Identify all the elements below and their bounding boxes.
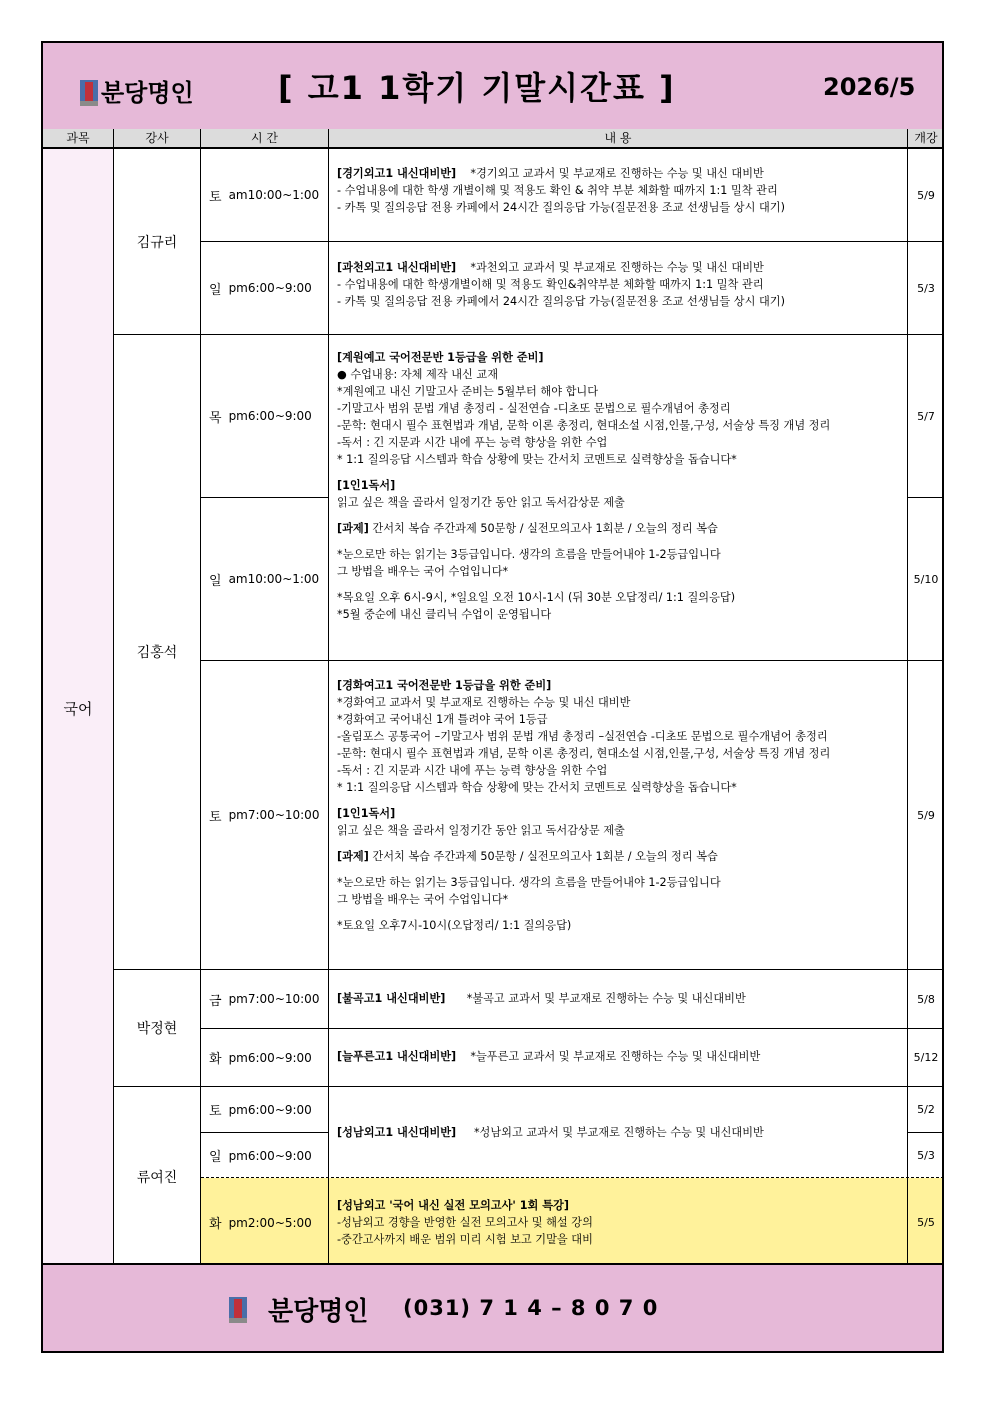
start-date: 5/10 bbox=[913, 572, 939, 586]
time-slot: 일 pm6:00~9:00 bbox=[209, 1148, 312, 1165]
grid-line bbox=[907, 1132, 944, 1133]
page-title: [ 고1 1학기 기말시간표 ] bbox=[278, 69, 676, 107]
grid-line bbox=[114, 969, 944, 970]
grid-line bbox=[114, 1086, 944, 1087]
start-date: 5/2 bbox=[917, 1103, 935, 1116]
footer-brand: 분당명인 bbox=[268, 1297, 369, 1327]
class-description: [성남외고1 내신대비반] *성남외고 교과서 및 부교재로 진행하는 수능 및 내신대비반 bbox=[337, 1126, 764, 1139]
column-header-row bbox=[43, 129, 942, 149]
grid-line-dashed bbox=[201, 1177, 944, 1178]
teacher-kim-gyuri: 김규리 bbox=[136, 234, 178, 251]
date-label: 2026/5 bbox=[823, 73, 916, 101]
grid-line bbox=[201, 660, 944, 661]
time-slot: 금 pm7:00~10:00 bbox=[209, 992, 320, 1009]
subject-cell: 국어 bbox=[43, 149, 113, 1267]
class-description: [과천외고1 내신대비반] *과천외고 교과서 및 부교재로 진행하는 수능 및 내신 대비반 - 수업내용에 대한 학생개별이해 및 적용도 확인&취약부분 체화할 때까지 1:1 밀착 관리 - 카톡 및 질의응답 전용 카페에서 24시간 질의응답 가능(질문전용 조교 선생님들 상시 대기) bbox=[337, 261, 785, 308]
start-date: 5/12 bbox=[913, 1051, 939, 1064]
time-slot: 토 pm6:00~9:00 bbox=[209, 1102, 312, 1119]
grid-line bbox=[113, 129, 114, 1267]
col-subject: 과목 bbox=[66, 131, 90, 145]
grid-line bbox=[907, 497, 944, 498]
start-date: 5/3 bbox=[917, 281, 935, 295]
grid-line bbox=[114, 334, 944, 335]
col-start: 개강 bbox=[914, 131, 938, 145]
col-teacher: 강사 bbox=[145, 131, 169, 145]
teacher-park-junghyun: 박정현 bbox=[136, 1021, 178, 1037]
brand-name: 분당명인 bbox=[101, 79, 194, 107]
grid-line bbox=[328, 129, 329, 1267]
col-time: 시 간 bbox=[251, 131, 278, 145]
time-slot: 일 am10:00~1:00 bbox=[209, 572, 320, 589]
class-description: [불곡고1 내신대비반] *불곡고 교과서 및 부교재로 진행하는 수능 및 내신대비반 bbox=[337, 992, 746, 1005]
time-slot: 화 pm6:00~9:00 bbox=[209, 1050, 312, 1067]
grid-line bbox=[201, 241, 944, 242]
grid-line bbox=[201, 1132, 328, 1133]
class-description: [늘푸른고1 내신대비반] *늘푸른고 교과서 및 부교재로 진행하는 수능 및 내신대비반 bbox=[337, 1050, 761, 1063]
time-slot: 토 am10:00~1:00 bbox=[209, 188, 320, 205]
phone-number: (031) 7 1 4 – 8 0 7 0 bbox=[403, 1296, 659, 1320]
col-content: 내 용 bbox=[604, 131, 632, 145]
grid-line bbox=[907, 129, 908, 1267]
grid-line bbox=[201, 497, 328, 498]
class-description: [성남외고 '국어 내신 실전 모의고사' 1회 특강] -성남외고 경향을 반영한 실전 모의고사 및 해설 강의 -중간고사까지 배운 범위 미리 시험 보고 기말을 대비 bbox=[337, 1199, 593, 1246]
grid-line bbox=[201, 1028, 944, 1029]
teacher-ryu-yeojin: 류여진 bbox=[136, 1170, 178, 1186]
start-date: 5/5 bbox=[917, 1216, 935, 1229]
start-date: 5/9 bbox=[917, 808, 935, 822]
academy-logo-icon bbox=[229, 1297, 247, 1323]
academy-logo-icon bbox=[80, 80, 98, 106]
class-description: [경기외고1 내신대비반] *경기외고 교과서 및 부교재로 진행하는 수능 및 내신 대비반 - 수업내용에 대한 학생 개별이해 및 적용도 확인 & 취약 부분 체화할 때까지 1:1 밀착 관리 - 카톡 및 질의응답 전용 카페에서 24시간 질의응답 가능(질문전용 조교 선생님들 상시 대기) bbox=[337, 167, 785, 214]
grid-line bbox=[200, 129, 201, 1267]
teacher-kim-hongseok: 김홍석 bbox=[136, 645, 178, 661]
footer-banner bbox=[43, 1263, 942, 1351]
class-description: [계원예고 국어전문반 1등급을 위한 준비] ● 수업내용: 자체 제작 내신 교재 *계원예고 내신 기말고사 준비는 5월부터 해야 합니다 -기말고사 범위 문법 개념 총정리 - 실전연습 -디초또 문법으로 필수개념어 총정리 -문학: 현대시 필수 표현법과 개념, 문학 이론 총정리, 현대소설 시점,인물,구성, 서술상 특징 개념 정리 -독서 : 긴 지문과 시간 내에 푸는 능력 향상을 위한 수업 * 1:1 질의응답 시스템과 학습 상황에 맞는 간서치 코멘트로 실력향상을 돕습니다* [1인1독서] 읽고 싶은 책을 골라서 일정기간 동안 읽고 독서감상문 제출 [과제] 간서치 복습 주간과제 50문항 / 실전모의고사 1회분 / 오늘의 정리 복습 *눈으로만 하는 읽기는 3등급입니다. 생각의 흐름을 만들어내야 1-2등급입니다 그 방법을 배우는 국어 수업입니다* *목요일 오후 6시-9시, *일요일 오전 10시-1시 (뒤 30분 오답정리/ 1:1 질의응답) *5월 중순에 내신 클리닉 수업이 운영됩니다 bbox=[337, 351, 831, 621]
timetable-sheet bbox=[41, 41, 944, 1353]
start-date: 5/7 bbox=[917, 409, 935, 423]
time-slot: 일 pm6:00~9:00 bbox=[209, 281, 312, 298]
time-slot: 토 pm7:00~10:00 bbox=[209, 808, 320, 825]
time-slot: 목 pm6:00~9:00 bbox=[209, 409, 312, 426]
start-date: 5/8 bbox=[917, 992, 935, 1006]
start-date: 5/9 bbox=[917, 188, 935, 202]
class-description: [경화여고1 국어전문반 1등급을 위한 준비] *경화여고 교과서 및 부교재로 진행하는 수능 및 내신 대비반 *경화여고 국어내신 1개 틀려야 국어 1등급 -올림포스 공통국어 –기말고사 범위 문법 개념 총정리 –실전연습 -디초또 문법으로 필수개념어 총정리 -문학: 현대시 필수 표현법과 개념, 문학 이론 총정리, 현대소설 시점,인물,구성, 서술상 특징 개념 정리 -독서 : 긴 지문과 시간 내에 푸는 능력 향상을 위한 수업 * 1:1 질의응답 시스템과 학습 상황에 맞는 간서치 코멘트로 실력향상을 돕습니다* [1인1독서] 읽고 싶은 책을 골라서 일정기간 동안 읽고 독서감상문 제출 [과제] 간서치 복습 주간과제 50문항 / 실전모의고사 1회분 / 오늘의 정리 복습 *눈으로만 하는 읽기는 3등급입니다. 생각의 흐름을 만들어내야 1-2등급입니다 그 방법을 배우는 국어 수업입니다* *토요일 오후7시-10시(오답정리/ 1:1 질의응답) bbox=[337, 679, 831, 932]
time-slot: 화 pm2:00~5:00 bbox=[209, 1215, 312, 1232]
header-banner bbox=[43, 43, 942, 131]
start-date: 5/3 bbox=[917, 1149, 935, 1162]
